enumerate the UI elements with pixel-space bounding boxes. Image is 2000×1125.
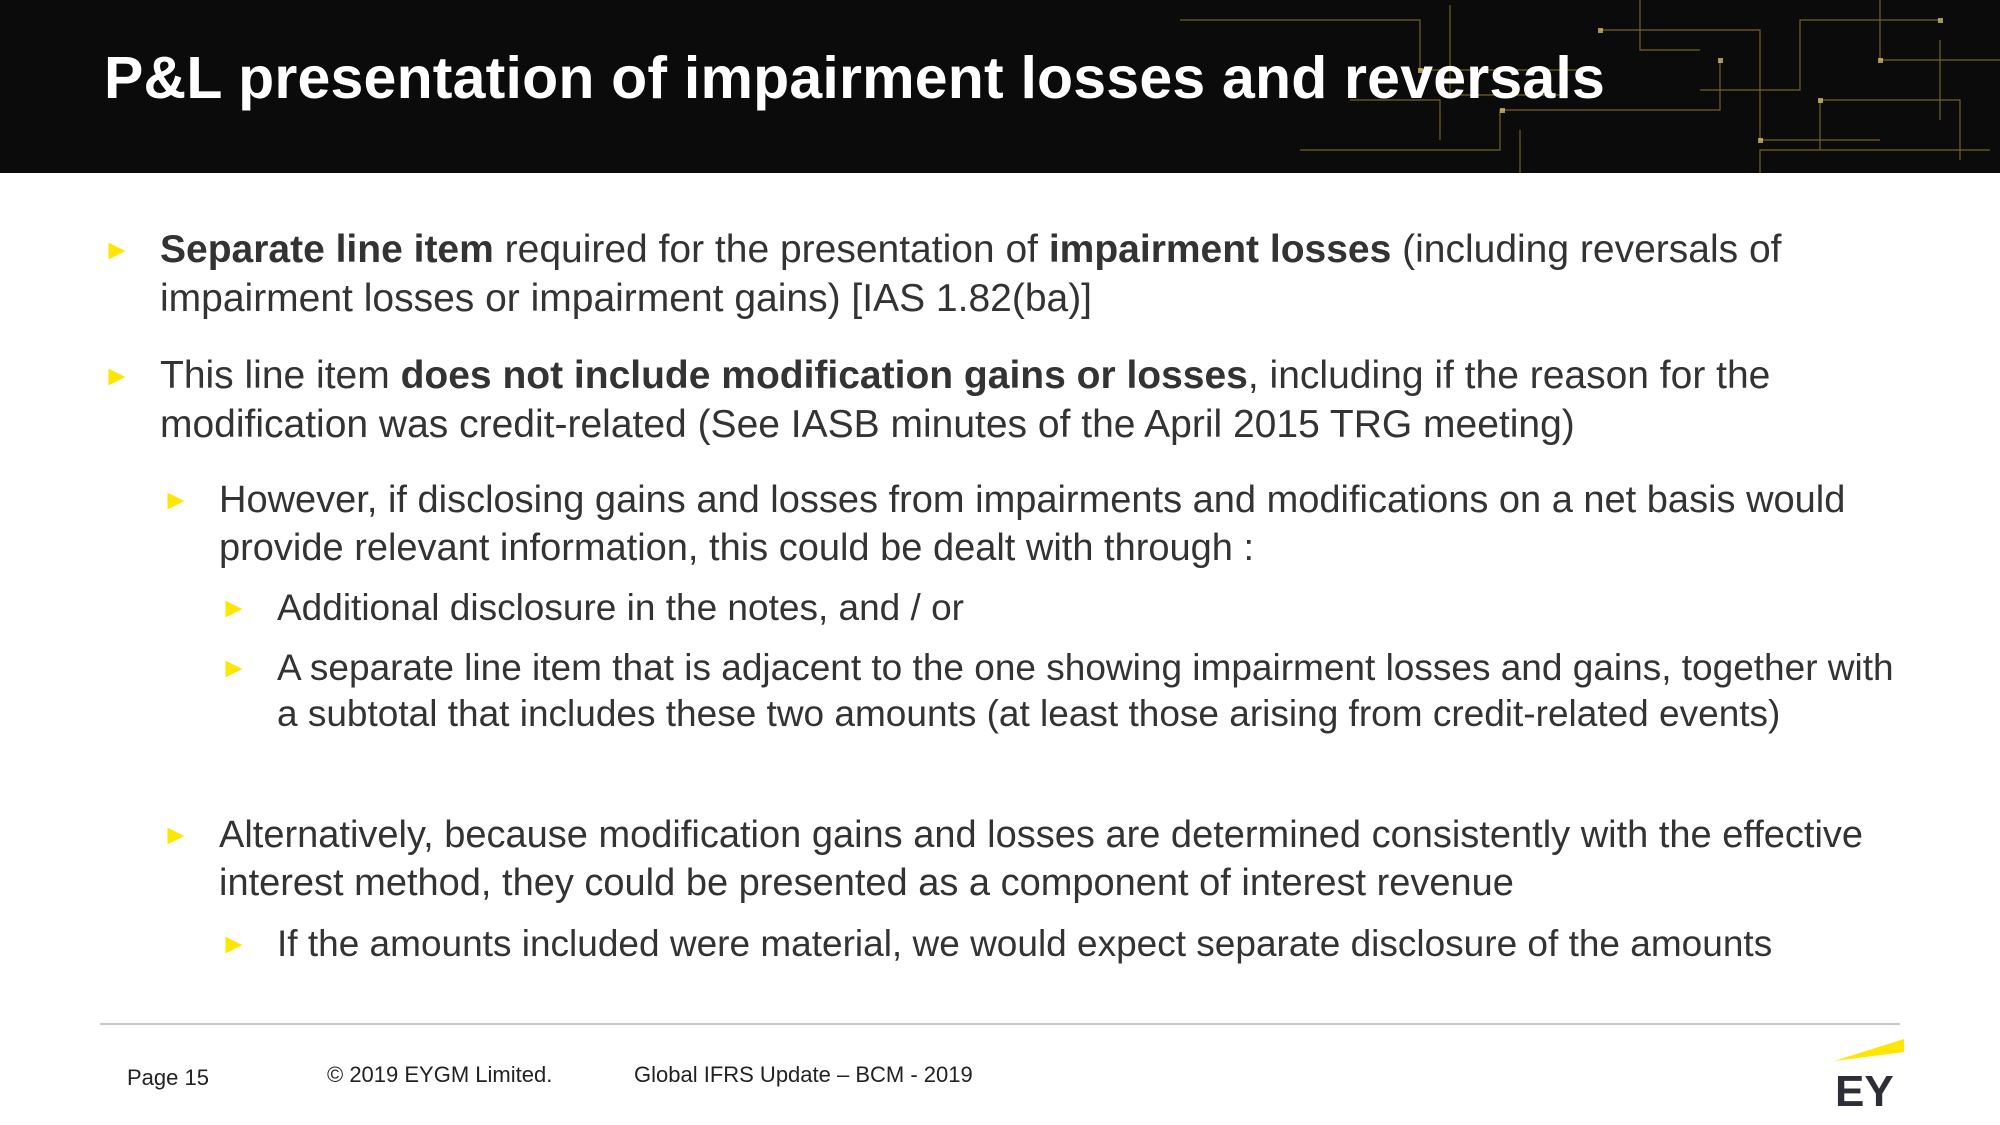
ey-logo-beam-icon [1834,1039,1904,1061]
bold-text: does not include modification gains or losses [400,354,1248,397]
bullet-arrow-icon: ► [162,484,190,515]
body-text: (including reversals of impairment losses or impairment gains) [IAS 1.82(ba)] [160,228,1782,320]
bullet-arrow-icon: ► [220,652,248,683]
ey-logo-text: EY [1835,1067,1894,1110]
bold-text: Separate line item [160,228,494,271]
body-text: Additional disclosure in the notes, and / or [277,587,964,628]
body-text: A separate line item that is adjacent to the one showing impairment losses and gains, together with a subtotal that includes these two amounts (at least those arising from credit-related events) [277,647,1894,734]
header-banner [0,0,2000,173]
ey-logo [1834,1036,1904,1110]
slide-title: P&L presentation of impairment losses and reversals [104,45,1606,111]
bullet-arrow-icon: ► [162,819,190,850]
bullet-no-modification [103,351,1900,449]
body-text: However, if disclosing gains and losses from impairments and modifications on a net basis would provide relevant information, this could be dealt with through : [219,479,1846,569]
bullet-separate-line-item [103,225,1900,323]
bullet-alternatively [162,811,1899,907]
bullet-additional-disclosure [220,585,1897,631]
bullet-arrow-icon: ► [103,360,131,391]
bullet-arrow-icon: ► [103,234,131,265]
body-text: required for the presentation of [493,228,1049,271]
event-name: Global IFRS Update – BCM - 2019 [634,1062,973,1087]
bullet-net-basis [162,476,1899,572]
bullet-arrow-icon: ► [220,592,248,623]
bullet-separate-adjacent-line [220,645,1897,737]
bold-text: impairment losses [1048,228,1392,271]
page-number: Page 15 [127,1065,209,1090]
footer-divider [100,1023,1900,1025]
bullet-material-amounts [220,921,1897,967]
bullet-arrow-icon: ► [220,928,248,959]
body-text: , including if the reason for the modification was credit-related (See IASB minutes of the April 2015 TRG meeting) [160,354,1771,446]
body-text: This line item [160,354,401,397]
body-text: Alternatively, because modification gains and losses are determined consistently with the effective interest method, they could be presented as a component of interest revenue [219,814,1864,904]
body-text: If the amounts included were material, we would expect separate disclosure of the amounts [277,923,1773,964]
copyright: © 2019 EYGM Limited. [327,1062,553,1087]
